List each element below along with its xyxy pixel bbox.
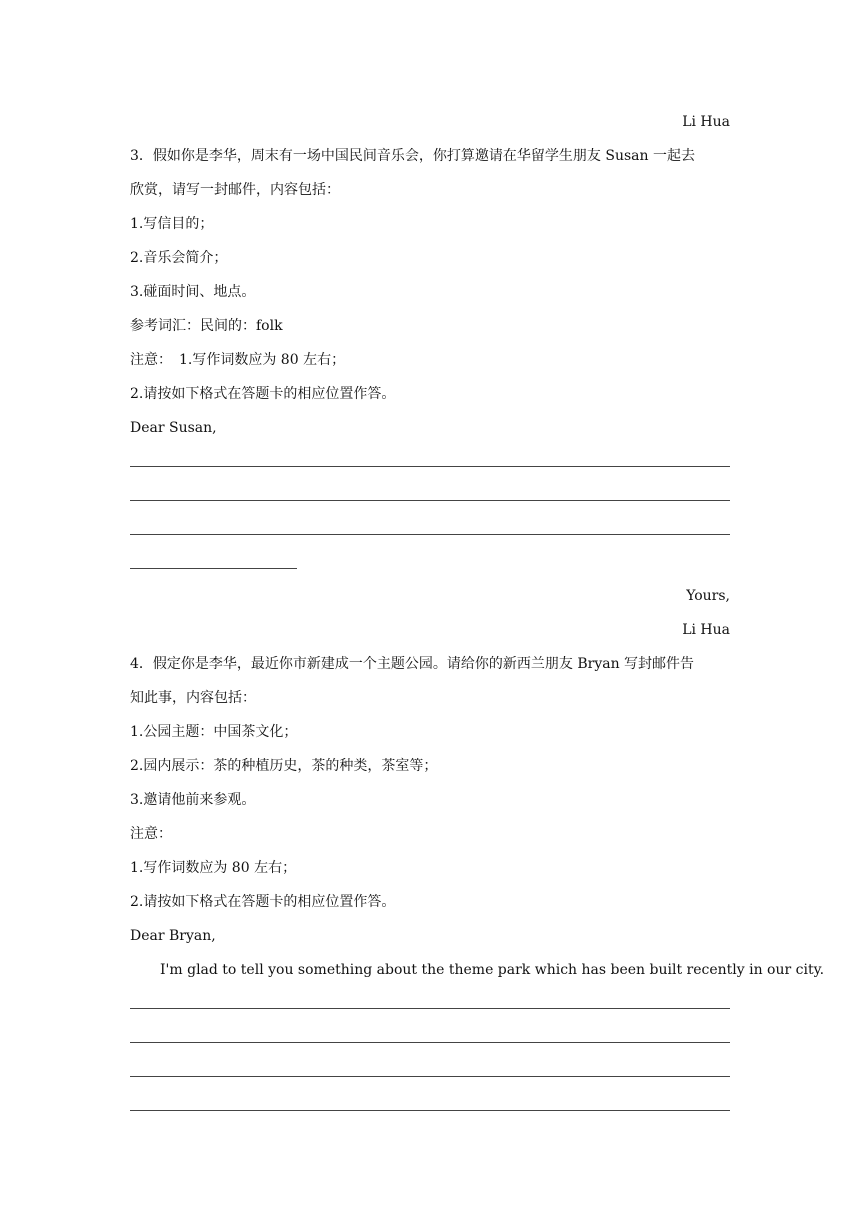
question-4-note-title: 注意： [130,826,172,842]
question-4-note1: 1.写作词数应为 80 左右； [130,860,297,876]
question-3-note1: 注意： 1.写作词数应为 80 左右； [130,352,346,368]
question-4-note2: 2.请按如下格式在答题卡的相应位置作答。 [130,894,396,910]
question-4-item: 3.邀请他前来参观。 [130,792,256,808]
question-3-prompt-line2: 欣赏，请写一封邮件，内容包括： [130,182,340,198]
answer-line [130,1008,730,1009]
question-3-vocab: 参考词汇：民间的：folk [130,318,283,334]
question-4-salutation: Dear Bryan, [130,928,216,944]
answer-line [130,500,730,501]
question-3-item: 2.音乐会简介； [130,250,228,266]
answer-line [130,466,730,467]
previous-signature: Li Hua [682,114,730,130]
question-3-salutation: Dear Susan, [130,420,217,436]
question-3-closing: Yours, [686,588,730,604]
question-4-item: 1.公园主题：中国茶文化； [130,724,298,740]
question-4-item: 2.园内展示：茶的种植历史，茶的种类，茶室等； [130,758,438,774]
question-3-note2: 2.请按如下格式在答题卡的相应位置作答。 [130,386,396,402]
answer-line [130,534,730,535]
answer-line-short [130,568,297,569]
answer-line [130,1042,730,1043]
question-3-item: 1.写信目的； [130,216,214,232]
question-3-prompt-line1: 3．假如你是李华，周末有一场中国民间音乐会，你打算邀请在华留学生朋友 Susan 一起去 [130,148,695,164]
question-3-signature: Li Hua [682,622,730,638]
answer-line [130,1110,730,1111]
question-4-opening-sentence: I'm glad to tell you something about the theme park which has been built recently in our city. [160,962,825,978]
question-4-prompt-line1: 4．假定你是李华，最近你市新建成一个主题公园。请给你的新西兰朋友 Bryan 写封邮件告 [130,656,695,672]
question-3-item: 3.碰面时间、地点。 [130,284,256,300]
answer-line [130,1076,730,1077]
question-4-prompt-line2: 知此事，内容包括： [130,690,256,706]
